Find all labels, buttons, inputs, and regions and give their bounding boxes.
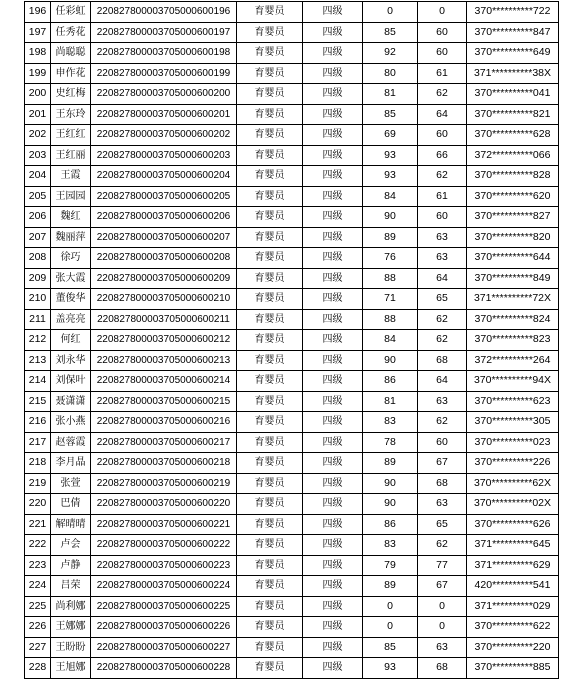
skill-score-cell: 68 — [418, 350, 467, 371]
theory-score-cell: 0 — [363, 617, 418, 638]
id-number-cell: 370**********622 — [467, 617, 559, 638]
skill-score-cell: 63 — [418, 637, 467, 658]
skill-score-cell: 66 — [418, 145, 467, 166]
id-number-cell: 371**********629 — [467, 555, 559, 576]
theory-score-cell: 90 — [363, 494, 418, 515]
row-number-cell: 222 — [25, 535, 51, 556]
level-cell: 四级 — [303, 658, 363, 679]
table-row — [25, 637, 559, 658]
name-cell: 任彩虹 — [51, 2, 91, 23]
skill-score-cell: 64 — [418, 371, 467, 392]
name-cell: 魏丽萍 — [51, 227, 91, 248]
occupation-cell: 育婴员 — [237, 289, 303, 310]
level-cell: 四级 — [303, 63, 363, 84]
certificate-no-cell: 220827800003705000600199 — [91, 63, 237, 84]
certificate-no-cell: 220827800003705000600202 — [91, 125, 237, 146]
theory-score-cell: 93 — [363, 166, 418, 187]
id-number-cell: 370**********823 — [467, 330, 559, 351]
level-cell: 四级 — [303, 268, 363, 289]
row-number-cell: 217 — [25, 432, 51, 453]
id-number-cell: 370**********847 — [467, 22, 559, 43]
name-cell: 申作花 — [51, 63, 91, 84]
table-row — [25, 43, 559, 64]
skill-score-cell: 64 — [418, 268, 467, 289]
occupation-cell: 育婴员 — [237, 617, 303, 638]
theory-score-cell: 79 — [363, 555, 418, 576]
table-row — [25, 186, 559, 207]
occupation-cell: 育婴员 — [237, 22, 303, 43]
theory-score-cell: 92 — [363, 43, 418, 64]
id-number-cell: 372**********066 — [467, 145, 559, 166]
skill-score-cell: 60 — [418, 43, 467, 64]
id-number-cell: 370**********626 — [467, 514, 559, 535]
occupation-cell: 育婴员 — [237, 371, 303, 392]
name-cell: 解晴晴 — [51, 514, 91, 535]
id-number-cell: 370**********94X — [467, 371, 559, 392]
id-number-cell: 370**********02X — [467, 494, 559, 515]
theory-score-cell: 84 — [363, 186, 418, 207]
id-number-cell: 370**********041 — [467, 84, 559, 105]
name-cell: 尚聪聪 — [51, 43, 91, 64]
occupation-cell: 育婴员 — [237, 637, 303, 658]
level-cell: 四级 — [303, 473, 363, 494]
table-row — [25, 535, 559, 556]
certificate-no-cell: 220827800003705000600218 — [91, 453, 237, 474]
id-number-cell: 370**********824 — [467, 309, 559, 330]
skill-score-cell: 0 — [418, 617, 467, 638]
name-cell: 任秀花 — [51, 22, 91, 43]
skill-score-cell: 61 — [418, 186, 467, 207]
occupation-cell: 育婴员 — [237, 514, 303, 535]
certificate-no-cell: 220827800003705000600212 — [91, 330, 237, 351]
certificate-no-cell: 220827800003705000600217 — [91, 432, 237, 453]
skill-score-cell: 62 — [418, 166, 467, 187]
occupation-cell: 育婴员 — [237, 207, 303, 228]
level-cell: 四级 — [303, 2, 363, 23]
row-number-cell: 204 — [25, 166, 51, 187]
table-row — [25, 63, 559, 84]
roster-body — [25, 2, 559, 679]
name-cell: 董俊华 — [51, 289, 91, 310]
name-cell: 聂潇潇 — [51, 391, 91, 412]
theory-score-cell: 81 — [363, 391, 418, 412]
level-cell: 四级 — [303, 535, 363, 556]
occupation-cell: 育婴员 — [237, 576, 303, 597]
theory-score-cell: 76 — [363, 248, 418, 269]
theory-score-cell: 86 — [363, 514, 418, 535]
table-row — [25, 658, 559, 679]
name-cell: 徐巧 — [51, 248, 91, 269]
skill-score-cell: 62 — [418, 535, 467, 556]
row-number-cell: 196 — [25, 2, 51, 23]
certificate-no-cell: 220827800003705000600215 — [91, 391, 237, 412]
row-number-cell: 211 — [25, 309, 51, 330]
table-row — [25, 576, 559, 597]
theory-score-cell: 93 — [363, 145, 418, 166]
id-number-cell: 370**********644 — [467, 248, 559, 269]
certificate-no-cell: 220827800003705000600196 — [91, 2, 237, 23]
occupation-cell: 育婴员 — [237, 166, 303, 187]
table-row — [25, 617, 559, 638]
row-number-cell: 214 — [25, 371, 51, 392]
level-cell: 四级 — [303, 637, 363, 658]
level-cell: 四级 — [303, 576, 363, 597]
level-cell: 四级 — [303, 514, 363, 535]
theory-score-cell: 86 — [363, 371, 418, 392]
level-cell: 四级 — [303, 596, 363, 617]
id-number-cell: 370**********023 — [467, 432, 559, 453]
id-number-cell: 370**********849 — [467, 268, 559, 289]
level-cell: 四级 — [303, 453, 363, 474]
skill-score-cell: 63 — [418, 248, 467, 269]
theory-score-cell: 71 — [363, 289, 418, 310]
occupation-cell: 育婴员 — [237, 145, 303, 166]
level-cell: 四级 — [303, 43, 363, 64]
theory-score-cell: 89 — [363, 453, 418, 474]
skill-score-cell: 63 — [418, 391, 467, 412]
table-row — [25, 596, 559, 617]
name-cell: 史红梅 — [51, 84, 91, 105]
name-cell: 王盼盼 — [51, 637, 91, 658]
level-cell: 四级 — [303, 289, 363, 310]
certificate-no-cell: 220827800003705000600210 — [91, 289, 237, 310]
id-number-cell: 370**********220 — [467, 637, 559, 658]
id-number-cell: 371**********72X — [467, 289, 559, 310]
skill-score-cell: 65 — [418, 514, 467, 535]
name-cell: 何红 — [51, 330, 91, 351]
id-number-cell: 370**********305 — [467, 412, 559, 433]
certificate-no-cell: 220827800003705000600213 — [91, 350, 237, 371]
theory-score-cell: 83 — [363, 412, 418, 433]
table-row — [25, 104, 559, 125]
row-number-cell: 208 — [25, 248, 51, 269]
table-row — [25, 309, 559, 330]
table-row — [25, 514, 559, 535]
name-cell: 李月晶 — [51, 453, 91, 474]
name-cell: 赵蓉霞 — [51, 432, 91, 453]
row-number-cell: 226 — [25, 617, 51, 638]
id-number-cell: 370**********620 — [467, 186, 559, 207]
level-cell: 四级 — [303, 84, 363, 105]
certificate-no-cell: 220827800003705000600228 — [91, 658, 237, 679]
row-number-cell: 224 — [25, 576, 51, 597]
level-cell: 四级 — [303, 22, 363, 43]
certificate-no-cell: 220827800003705000600203 — [91, 145, 237, 166]
certificate-no-cell: 220827800003705000600204 — [91, 166, 237, 187]
table-row — [25, 432, 559, 453]
skill-score-cell: 0 — [418, 2, 467, 23]
occupation-cell: 育婴员 — [237, 63, 303, 84]
table-row — [25, 330, 559, 351]
occupation-cell: 育婴员 — [237, 227, 303, 248]
theory-score-cell: 93 — [363, 658, 418, 679]
skill-score-cell: 0 — [418, 596, 467, 617]
skill-score-cell: 62 — [418, 330, 467, 351]
table-row — [25, 84, 559, 105]
occupation-cell: 育婴员 — [237, 330, 303, 351]
name-cell: 王东玲 — [51, 104, 91, 125]
theory-score-cell: 89 — [363, 227, 418, 248]
table-row — [25, 22, 559, 43]
level-cell: 四级 — [303, 371, 363, 392]
name-cell: 王娜娜 — [51, 617, 91, 638]
certificate-no-cell: 220827800003705000600214 — [91, 371, 237, 392]
level-cell: 四级 — [303, 391, 363, 412]
table-row — [25, 412, 559, 433]
occupation-cell: 育婴员 — [237, 596, 303, 617]
certificate-no-cell: 220827800003705000600201 — [91, 104, 237, 125]
name-cell: 张大霞 — [51, 268, 91, 289]
skill-score-cell: 62 — [418, 84, 467, 105]
row-number-cell: 206 — [25, 207, 51, 228]
row-number-cell: 207 — [25, 227, 51, 248]
occupation-cell: 育婴员 — [237, 125, 303, 146]
occupation-cell: 育婴员 — [237, 432, 303, 453]
occupation-cell: 育婴员 — [237, 412, 303, 433]
theory-score-cell: 90 — [363, 350, 418, 371]
certificate-no-cell: 220827800003705000600216 — [91, 412, 237, 433]
occupation-cell: 育婴员 — [237, 248, 303, 269]
theory-score-cell: 90 — [363, 473, 418, 494]
level-cell: 四级 — [303, 432, 363, 453]
theory-score-cell: 84 — [363, 330, 418, 351]
level-cell: 四级 — [303, 412, 363, 433]
theory-score-cell: 89 — [363, 576, 418, 597]
row-number-cell: 220 — [25, 494, 51, 515]
table-row — [25, 289, 559, 310]
certificate-no-cell: 220827800003705000600219 — [91, 473, 237, 494]
theory-score-cell: 85 — [363, 22, 418, 43]
id-number-cell: 420**********541 — [467, 576, 559, 597]
row-number-cell: 200 — [25, 84, 51, 105]
certificate-no-cell: 220827800003705000600209 — [91, 268, 237, 289]
theory-score-cell: 69 — [363, 125, 418, 146]
name-cell: 刘永华 — [51, 350, 91, 371]
certificate-no-cell: 220827800003705000600224 — [91, 576, 237, 597]
row-number-cell: 221 — [25, 514, 51, 535]
occupation-cell: 育婴员 — [237, 494, 303, 515]
certificate-no-cell: 220827800003705000600222 — [91, 535, 237, 556]
occupation-cell: 育婴员 — [237, 43, 303, 64]
theory-score-cell: 88 — [363, 268, 418, 289]
certificate-no-cell: 220827800003705000600227 — [91, 637, 237, 658]
level-cell: 四级 — [303, 186, 363, 207]
certificate-no-cell: 220827800003705000600225 — [91, 596, 237, 617]
table-row — [25, 207, 559, 228]
level-cell: 四级 — [303, 104, 363, 125]
theory-score-cell: 0 — [363, 596, 418, 617]
table-row — [25, 453, 559, 474]
table-row — [25, 248, 559, 269]
theory-score-cell: 80 — [363, 63, 418, 84]
row-number-cell: 216 — [25, 412, 51, 433]
row-number-cell: 213 — [25, 350, 51, 371]
level-cell: 四级 — [303, 309, 363, 330]
table-row — [25, 268, 559, 289]
roster-table — [24, 1, 559, 679]
name-cell: 盖亮亮 — [51, 309, 91, 330]
skill-score-cell: 67 — [418, 576, 467, 597]
occupation-cell: 育婴员 — [237, 2, 303, 23]
row-number-cell: 209 — [25, 268, 51, 289]
id-number-cell: 370**********226 — [467, 453, 559, 474]
row-number-cell: 219 — [25, 473, 51, 494]
id-number-cell: 370**********820 — [467, 227, 559, 248]
table-row — [25, 350, 559, 371]
table-row — [25, 2, 559, 23]
level-cell: 四级 — [303, 555, 363, 576]
certificate-no-cell: 220827800003705000600197 — [91, 22, 237, 43]
theory-score-cell: 78 — [363, 432, 418, 453]
level-cell: 四级 — [303, 207, 363, 228]
row-number-cell: 205 — [25, 186, 51, 207]
skill-score-cell: 65 — [418, 289, 467, 310]
occupation-cell: 育婴员 — [237, 555, 303, 576]
row-number-cell: 228 — [25, 658, 51, 679]
name-cell: 王园园 — [51, 186, 91, 207]
row-number-cell: 210 — [25, 289, 51, 310]
skill-score-cell: 63 — [418, 494, 467, 515]
level-cell: 四级 — [303, 125, 363, 146]
name-cell: 刘保叶 — [51, 371, 91, 392]
occupation-cell: 育婴员 — [237, 104, 303, 125]
row-number-cell: 225 — [25, 596, 51, 617]
skill-score-cell: 60 — [418, 207, 467, 228]
level-cell: 四级 — [303, 227, 363, 248]
name-cell: 魏红 — [51, 207, 91, 228]
id-number-cell: 370**********649 — [467, 43, 559, 64]
name-cell: 张萱 — [51, 473, 91, 494]
table-row — [25, 125, 559, 146]
name-cell: 王红丽 — [51, 145, 91, 166]
skill-score-cell: 64 — [418, 104, 467, 125]
id-number-cell: 370**********722 — [467, 2, 559, 23]
skill-score-cell: 60 — [418, 22, 467, 43]
id-number-cell: 370**********827 — [467, 207, 559, 228]
row-number-cell: 203 — [25, 145, 51, 166]
id-number-cell: 370**********623 — [467, 391, 559, 412]
name-cell: 王红红 — [51, 125, 91, 146]
skill-score-cell: 67 — [418, 453, 467, 474]
skill-score-cell: 62 — [418, 412, 467, 433]
table-row — [25, 371, 559, 392]
certificate-no-cell: 220827800003705000600205 — [91, 186, 237, 207]
row-number-cell: 223 — [25, 555, 51, 576]
table-row — [25, 166, 559, 187]
name-cell: 张小燕 — [51, 412, 91, 433]
name-cell: 吕荣 — [51, 576, 91, 597]
table-row — [25, 555, 559, 576]
certificate-no-cell: 220827800003705000600206 — [91, 207, 237, 228]
theory-score-cell: 90 — [363, 207, 418, 228]
certificate-no-cell: 220827800003705000600223 — [91, 555, 237, 576]
theory-score-cell: 83 — [363, 535, 418, 556]
table-row — [25, 494, 559, 515]
occupation-cell: 育婴员 — [237, 350, 303, 371]
row-number-cell: 215 — [25, 391, 51, 412]
table-row — [25, 145, 559, 166]
theory-score-cell: 85 — [363, 104, 418, 125]
certificate-no-cell: 220827800003705000600207 — [91, 227, 237, 248]
table-row — [25, 227, 559, 248]
occupation-cell: 育婴员 — [237, 186, 303, 207]
level-cell: 四级 — [303, 166, 363, 187]
row-number-cell: 199 — [25, 63, 51, 84]
id-number-cell: 370**********821 — [467, 104, 559, 125]
id-number-cell: 370**********62X — [467, 473, 559, 494]
level-cell: 四级 — [303, 248, 363, 269]
id-number-cell: 371**********38X — [467, 63, 559, 84]
occupation-cell: 育婴员 — [237, 268, 303, 289]
certificate-no-cell: 220827800003705000600200 — [91, 84, 237, 105]
level-cell: 四级 — [303, 494, 363, 515]
row-number-cell: 218 — [25, 453, 51, 474]
skill-score-cell: 60 — [418, 432, 467, 453]
skill-score-cell: 62 — [418, 309, 467, 330]
certificate-no-cell: 220827800003705000600211 — [91, 309, 237, 330]
skill-score-cell: 68 — [418, 473, 467, 494]
theory-score-cell: 88 — [363, 309, 418, 330]
occupation-cell: 育婴员 — [237, 391, 303, 412]
row-number-cell: 227 — [25, 637, 51, 658]
certificate-no-cell: 220827800003705000600220 — [91, 494, 237, 515]
occupation-cell: 育婴员 — [237, 84, 303, 105]
id-number-cell: 372**********264 — [467, 350, 559, 371]
id-number-cell: 371**********029 — [467, 596, 559, 617]
level-cell: 四级 — [303, 330, 363, 351]
level-cell: 四级 — [303, 617, 363, 638]
occupation-cell: 育婴员 — [237, 453, 303, 474]
certificate-no-cell: 220827800003705000600226 — [91, 617, 237, 638]
certificate-no-cell: 220827800003705000600221 — [91, 514, 237, 535]
theory-score-cell: 0 — [363, 2, 418, 23]
id-number-cell: 370**********628 — [467, 125, 559, 146]
certificate-no-cell: 220827800003705000600198 — [91, 43, 237, 64]
theory-score-cell: 81 — [363, 84, 418, 105]
occupation-cell: 育婴员 — [237, 658, 303, 679]
occupation-cell: 育婴员 — [237, 473, 303, 494]
occupation-cell: 育婴员 — [237, 309, 303, 330]
row-number-cell: 201 — [25, 104, 51, 125]
name-cell: 卢会 — [51, 535, 91, 556]
table-row — [25, 391, 559, 412]
skill-score-cell: 77 — [418, 555, 467, 576]
row-number-cell: 197 — [25, 22, 51, 43]
table-row — [25, 473, 559, 494]
name-cell: 王旭娜 — [51, 658, 91, 679]
name-cell: 卢静 — [51, 555, 91, 576]
skill-score-cell: 60 — [418, 125, 467, 146]
certificate-no-cell: 220827800003705000600208 — [91, 248, 237, 269]
id-number-cell: 370**********885 — [467, 658, 559, 679]
name-cell: 巴倩 — [51, 494, 91, 515]
level-cell: 四级 — [303, 145, 363, 166]
row-number-cell: 212 — [25, 330, 51, 351]
name-cell: 王霞 — [51, 166, 91, 187]
skill-score-cell: 61 — [418, 63, 467, 84]
row-number-cell: 198 — [25, 43, 51, 64]
theory-score-cell: 85 — [363, 637, 418, 658]
name-cell: 尚利娜 — [51, 596, 91, 617]
id-number-cell: 371**********645 — [467, 535, 559, 556]
row-number-cell: 202 — [25, 125, 51, 146]
id-number-cell: 370**********828 — [467, 166, 559, 187]
skill-score-cell: 63 — [418, 227, 467, 248]
occupation-cell: 育婴员 — [237, 535, 303, 556]
level-cell: 四级 — [303, 350, 363, 371]
skill-score-cell: 68 — [418, 658, 467, 679]
